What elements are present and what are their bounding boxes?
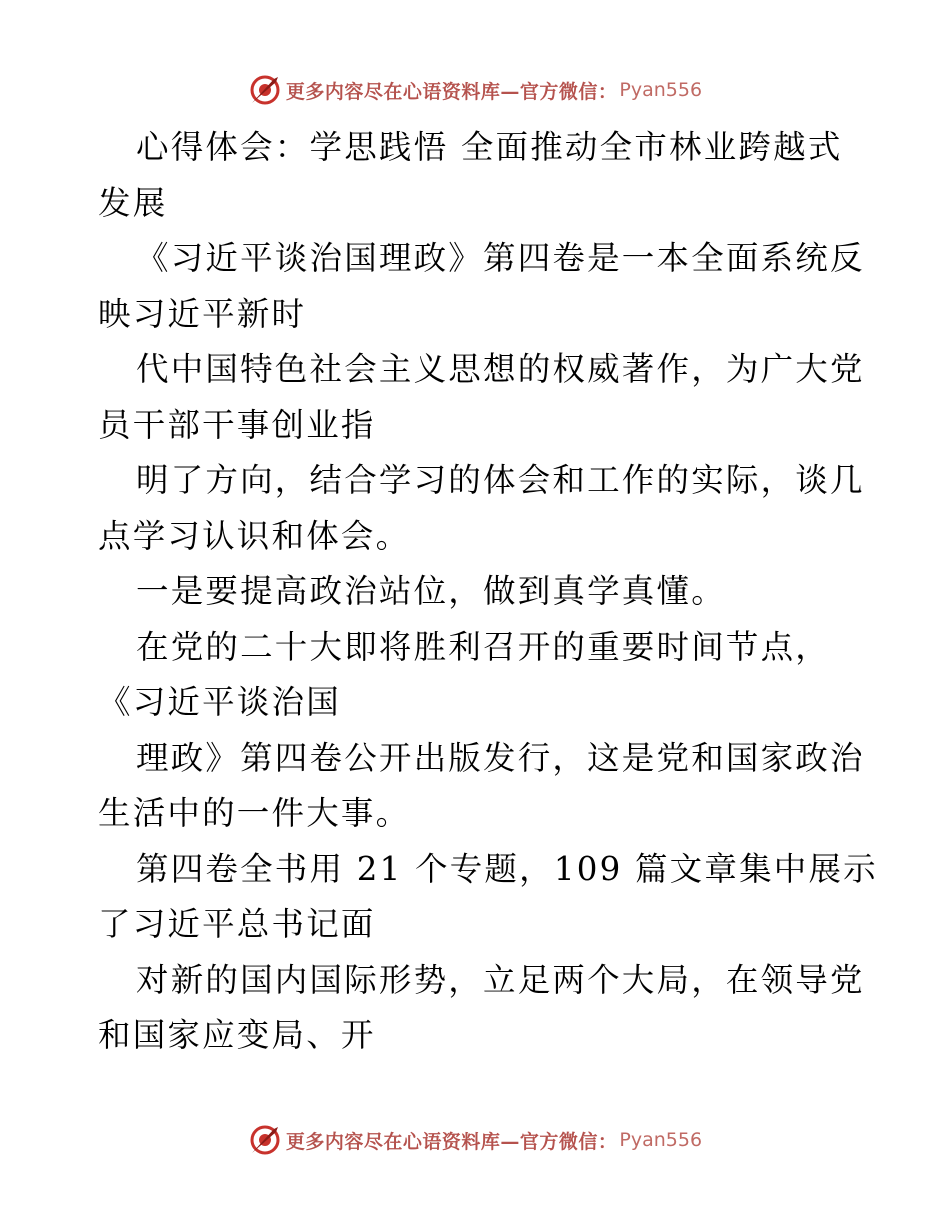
line-para3-2: 点学习认识和体会。 xyxy=(98,516,411,555)
header-banner xyxy=(0,70,950,110)
line-para4-1: 在党的二十大即将胜利召开的重要时间节点， xyxy=(136,627,831,666)
line-para6-1: 第四卷全书用 21 个专题，109 篇文章集中展示 xyxy=(136,849,878,888)
banner-text: 更多内容尽在心语资料库—官方微信： xyxy=(285,1130,618,1153)
footer-banner xyxy=(0,1120,950,1160)
line-para7-1: 对新的国内国际形势，立足两个大局，在领导党 xyxy=(136,960,865,999)
line-heading-1: 一是要提高政治站位，做到真学真懂。 xyxy=(136,572,726,610)
quill-pen-icon xyxy=(248,73,282,107)
line-para5-2: 生活中的一件大事。 xyxy=(98,794,411,832)
line-para5-1: 理政》第四卷公开出版发行，这是党和国家政治 xyxy=(136,738,865,777)
banner-wechat-id: Pyan556 xyxy=(619,79,703,101)
line-para2-2: 员干部干事创业指 xyxy=(98,405,376,444)
document-body xyxy=(98,120,878,1064)
line-para2-1: 代中国特色社会主义思想的权威著作，为广大党 xyxy=(136,350,865,388)
line-para7-2: 和国家应变局、开 xyxy=(98,1016,376,1054)
line-para4-2: 《习近平谈治国 xyxy=(98,683,341,721)
line-title-2: 发展 xyxy=(98,183,168,222)
banner-wechat-id: Pyan556 xyxy=(619,1129,703,1151)
banner-text: 更多内容尽在心语资料库—官方微信： xyxy=(285,80,618,103)
line-para1-1: 《习近平谈治国理政》第四卷是一本全面系统反 xyxy=(136,239,865,277)
line-para6-2: 了习近平总书记面 xyxy=(98,905,376,943)
line-para1-2: 映习近平新时 xyxy=(98,294,307,333)
line-para3-1: 明了方向，结合学习的体会和工作的实际，谈几 xyxy=(136,461,865,499)
quill-pen-icon xyxy=(248,1123,282,1157)
line-title-1: 心得体会：学思践悟 全面推动全市林业跨越式 xyxy=(136,128,843,166)
